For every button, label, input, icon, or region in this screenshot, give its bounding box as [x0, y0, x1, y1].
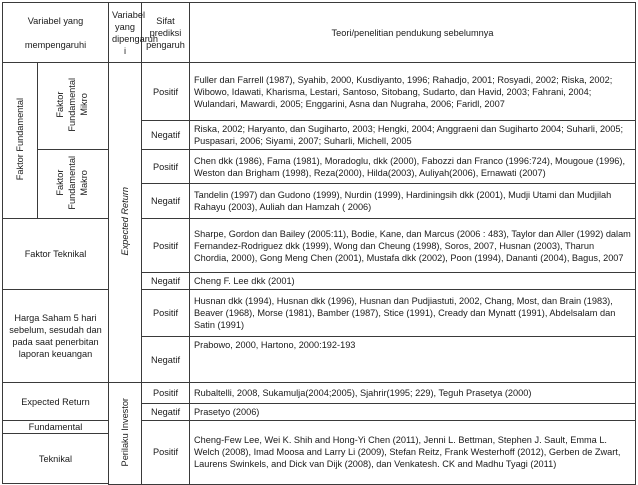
research-table: [2, 2, 636, 485]
table-row: [3, 421, 636, 434]
sifat-cell: Negatif: [142, 184, 190, 219]
sifat-cell: Negatif: [142, 121, 190, 150]
sifat-cell: Positif: [142, 219, 190, 273]
label-faktor-teknikal: Faktor Teknikal: [3, 219, 109, 290]
teori-cell: Riska, 2002; Haryanto, dan Sugiharto, 2003; Hengki, 2004; Anggraeni dan Sugiharto 2004; Suharli, 2005; Puspasari, 2006; Siyami, 2007; Suharli, Michell, 2005: [190, 121, 636, 150]
table-row: [3, 219, 636, 273]
header-sifat-prediksi: Sifat prediksi pengaruh: [142, 3, 190, 63]
sifat-cell: Positif: [142, 290, 190, 337]
label-faktor-fundamental-mikro: Faktor Fundamental Mikro: [38, 63, 109, 150]
sifat-cell: Negatif: [142, 337, 190, 383]
label-fundamental: Fundamental: [3, 421, 109, 434]
header-row: [3, 3, 636, 63]
teori-cell: Tandelin (1997) dan Gudono (1999), Nurdin (1999), Hardiningsih dkk (2001), Mudji Utami dan Mudjilah Rahayu (2003), Auliah dan Hamzah ( 2006): [190, 184, 636, 219]
header-variabel-dipengaruhi: Variabel yang dipengaruh i: [109, 3, 142, 63]
teori-cell: Chen dkk (1986), Fama (1981), Moradoglu, dkk (2000), Fabozzi dan Franco (1996:724), Mougoue (1996), Weston dan Brigham (1998), Reza(2000), Hilda(2003), Auliyah(2006), Ernawati (2007): [190, 150, 636, 184]
label-faktor-fundamental: Faktor Fundamental: [3, 63, 38, 219]
header-variabel-mempengaruhi: Variabel yang mempengaruhi: [3, 3, 109, 63]
table-row: [3, 150, 636, 184]
teori-cell: Fuller dan Farrell (1987), Syahib, 2000, Kusdiyanto, 1996; Rahadjo, 2001; Rosyadi, 2002; Riska, 2002; Wibowo, Idawati, Kharisma, Lestari, Santoso, Sitobang, Sudarto, dan Havid, 2003; Fahrani, 2004; Wulandari, Mawardi, 2005; Enggarini, Asna dan Nugraha, 2006; Faridl, 2007: [190, 63, 636, 121]
teori-cell: Cheng F. Lee dkk (2001): [190, 273, 636, 290]
sifat-cell: Positif: [142, 421, 190, 485]
label-faktor-fundamental-makro: Faktor Fundamental Makro: [38, 150, 109, 219]
table-row: [3, 290, 636, 337]
label-teknikal: Teknikal: [3, 434, 109, 484]
sifat-cell: Negatif: [142, 273, 190, 290]
spacer-cell: [3, 484, 109, 485]
sifat-cell: Positif: [142, 63, 190, 121]
sifat-cell: Negatif: [142, 404, 190, 421]
teori-cell: Rubaltelli, 2008, Sukamulja(2004;2005), Sjahrir(1995; 229), Teguh Prasetya (2000): [190, 383, 636, 404]
sifat-cell: Positif: [142, 383, 190, 404]
label-expected-return: Expected Return: [3, 383, 109, 421]
label-expected-return-dependent: Expected Return: [109, 63, 142, 383]
teori-cell: Cheng-Few Lee, Wei K. Shih and Hong-Yi Chen (2011), Jenni L. Bettman, Stephen J. Sault, Emma L. Welch (2008), Imad Moosa and Larry Li (2009), Stefan Reitz, Frank Westerhoff (2012), Gerben de Zwart, Laurens Swinkels, and Dick van Dijk (2008), dan Venkatesh. CK and Madhu Tyagi (2011): [190, 421, 636, 485]
teori-cell: Prasetyo (2006): [190, 404, 636, 421]
label-harga-saham: Harga Saham 5 hari sebelum, sesudah dan pada saat penerbitan laporan keuangan: [3, 290, 109, 383]
teori-cell: Sharpe, Gordon dan Bailey (2005:11), Bodie, Kane, dan Marcus (2006 : 483), Taylor dan Aller (1992) dalam Fernandez-Rodriguez dkk (1999), Wong dan Cheung (1998), Soros, 2007, Husnan (2003), Tharun Chordia, 2000), Gong Meng Chen (2001), Mustafa dkk (2002), Poon (1994), Dananti (2004), Bagus, 2007: [190, 219, 636, 273]
sifat-cell: Positif: [142, 150, 190, 184]
teori-cell: Husnan dkk (1994), Husnan dkk (1996), Husnan dan Pudjiastuti, 2002, Chang, Most, dan Brain (1983), Beaver (1968), Morse (1981), Bamber (1987), Stice (1991), Cready dan Mynatt (1991), Abdelsalam dan Satin (1991): [190, 290, 636, 337]
table-row: [3, 383, 636, 404]
table-row: [3, 63, 636, 121]
header-teori: Teori/penelitian pendukung sebelumnya: [190, 3, 636, 63]
label-perilaku-investor: Perilaku Investor: [109, 383, 142, 485]
teori-cell: Prabowo, 2000, Hartono, 2000:192-193: [190, 337, 636, 383]
